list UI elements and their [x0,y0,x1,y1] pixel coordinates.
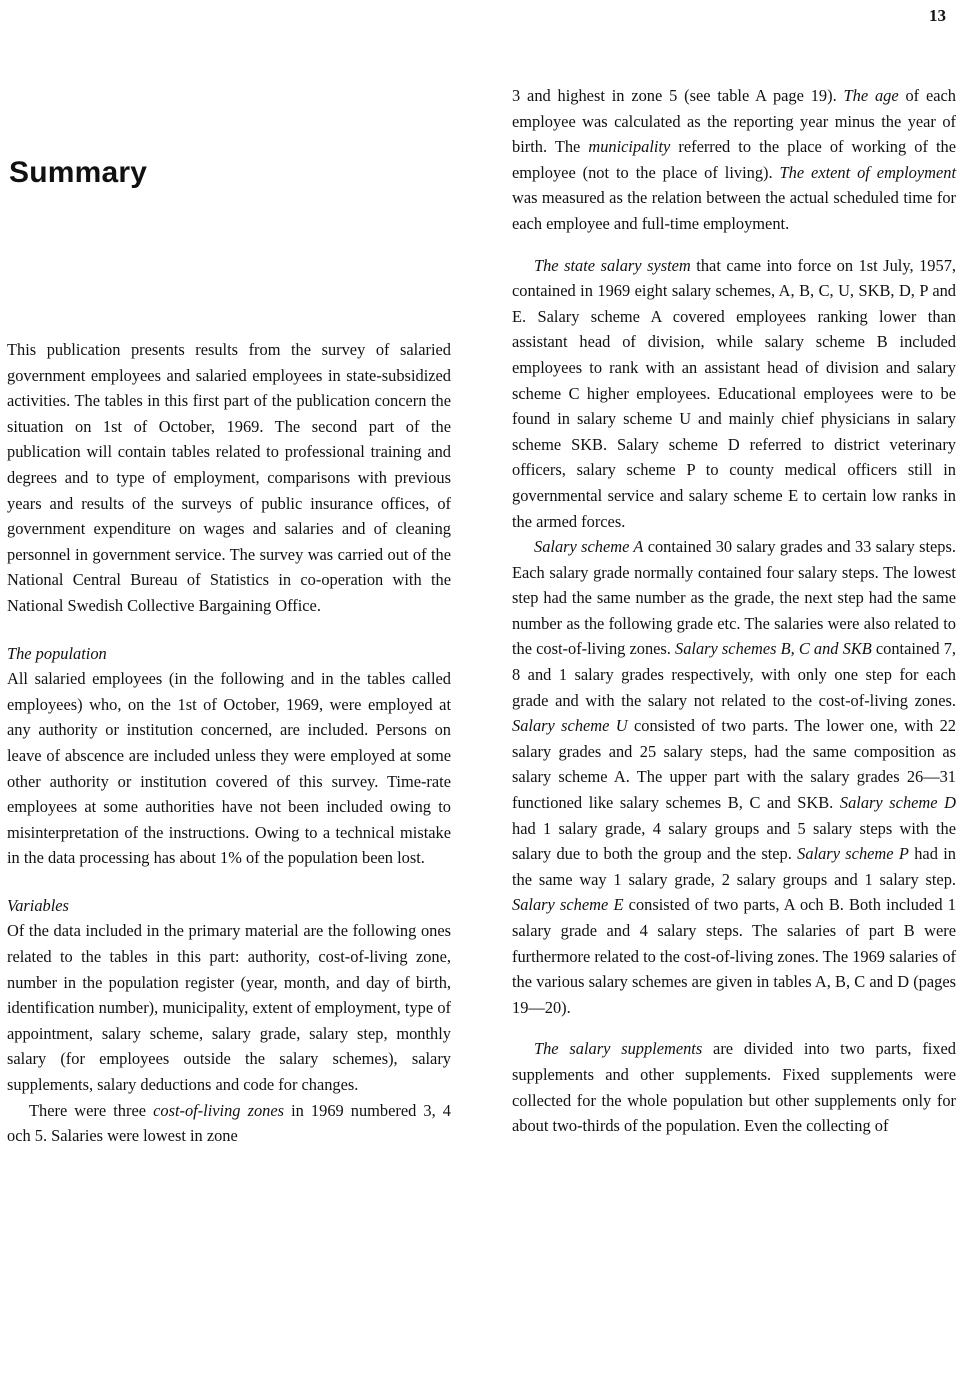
population-paragraph: All salaried employees (in the following and in the tables called employees) who, on the 1st of October, 1969, were employed at any authority or institution concerned, are included. Persons on leave of abscence are included unless they were employed at some other authority or institution covered of this survey. Time-rate employees at some authorities have not been included owing to misinterpretation of the instructions. Owing to a technical mistake in the data processing has about 1% of the population been lost. [7,669,451,868]
salary-schemes-paragraph [512,534,956,1020]
scheme-u-term: Salary scheme U [512,716,628,736]
population-heading: The population [7,643,107,663]
age-municipality-paragraph [512,83,956,237]
p3-text-e: had in the same way 1 salary grade, 2 salary groups and 1 salary step. [512,844,956,889]
supplements-term: The salary supplements [534,1039,703,1059]
p2-text: that came into force on 1st July, 1957, contained in 1969 eight salary schemes, A, B, C, U, SKB, D, P and E. Salary scheme A covered employees ranking lower than assistant head of division, while salary scheme B included employees to rank with an assistant head of division and salary scheme C higher employees. Educational employees were to be found in salary scheme U and mainly chief physicians in salary scheme SKB. Salary scheme D referred to district veterinary officers, salary scheme P to county medical officers still in governmental service and salary scheme E to certain low ranks in the armed forces. [512,255,956,531]
scheme-a-term: Salary scheme A [534,537,644,557]
extent-term: The extent of employment [779,162,956,182]
salary-supplements-paragraph [512,1036,956,1138]
p1-text-a: 3 and highest in zone 5 (see table A page 19). [512,86,844,105]
p4-text: are divided into two parts, fixed supplements and other supplements. Fixed supplements were collected for the whole population but other supplements only for about two-thirds of the population. Even the collecting of [512,1039,957,1136]
scheme-e-term: Salary scheme E [512,895,624,915]
zones-text-post: in 1969 numbered 3, 4 och 5. Salaries were lowest in zone [7,1100,451,1146]
p3-text-d: had 1 salary grade, 4 salary groups and 5 salary steps with the salary due to both the group and the step. [512,818,956,864]
p3-text-b: contained 7, 8 and 1 salary grades respectively, with only one step for each grade and with the salary not related to the cost-of-living zones. [512,639,956,710]
p1-text-c: referred to the place of working of the employee (not to the place of living). [512,137,956,182]
variables-paragraph: Of the data included in the primary material are the following ones related to the tables in this part: authority, cost-of-living zone, number in the population register (year, month, and day of birth, identification number), municipality, extent of employment, type of appointment, salary scheme, salary grade, salary step, monthly salary (for employees outside the salary schemes), salary supplements, salary deductions and code for changes. [7,921,451,1095]
zones-term: cost-of-living zones [153,1100,284,1120]
page-title: Summary [9,156,148,189]
zones-paragraph [7,1098,451,1149]
left-column [7,337,451,1149]
right-column [512,83,956,1139]
p1-text-d: was measured as the relation between the actual scheduled time for each employee and full-time employment. [512,188,956,233]
salary-system-term: The state salary system [534,255,691,275]
variables-heading: Variables [7,895,69,915]
p1-text-b: of each employee was calculated as the reporting year minus the year of birth. The [512,86,957,157]
salary-system-paragraph [512,253,956,535]
scheme-d-term: Salary scheme D [839,793,956,813]
p3-text-c: consisted of two parts. The lower one, with 22 salary grades and 25 salary steps, had the same composition as salary scheme A. The upper part with the salary grades 26—31 functioned like salary schemes B, C and SKB. [512,716,956,813]
scheme-bc-skb-term: Salary schemes B, C and SKB [675,639,872,659]
p3-text-a: contained 30 salary grades and 33 salary steps. Each salary grade normally contained four salary steps. The lowest step had the same number as the grade, the next step had the same number as the following grade etc. The salaries were also related to the cost-of-living zones. [512,537,956,659]
zones-text-pre: There were three [29,1100,154,1120]
intro-paragraph: This publication presents results from the survey of salaried government employees and salaried employees in state-subsidized activities. The tables in this first part of the publication concern the situation on 1st of October, 1969. The second part of the publication will contain tables related to professional training and degrees and to type of employment, comparisons with previous years and results of the surveys of public insurance offices, of government expenditure on wages and salaries and of cleaning personnel in government service. The survey was carried out of the National Central Bureau of Statistics in co-operation with the National Swedish Collective Bargaining Office. [7,340,451,615]
scheme-p-term: Salary scheme P [797,844,909,864]
municipality-term: municipality [588,137,671,157]
p3-text-f: consisted of two parts, A och B. Both included 1 salary grade and 4 salary steps. The salaries of part B were furthermore related to the cost-of-living zones. The 1969 salaries of the various salary schemes are given in tables A, B, C and D (pages 19—20). [512,895,956,1017]
age-term: The age [843,86,899,105]
page-number: 13 [929,6,946,25]
